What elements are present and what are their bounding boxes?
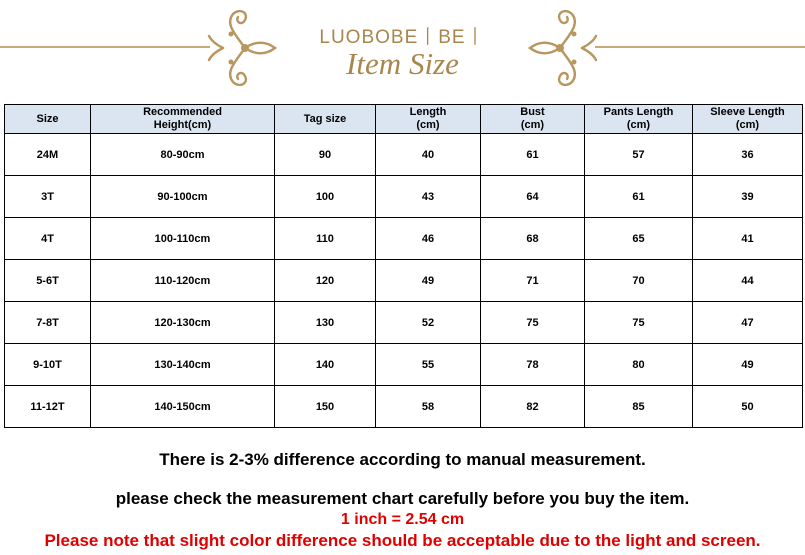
table-cell: 50 [693,386,803,428]
left-divider-line [0,46,210,48]
table-cell: 70 [585,260,693,302]
left-ornament-icon [205,4,285,92]
table-cell: 40 [376,134,481,176]
table-cell: 130 [275,302,376,344]
table-row [5,260,803,302]
table-row [5,218,803,260]
table-cell: 44 [693,260,803,302]
right-ornament-icon [520,4,600,92]
table-cell: 49 [376,260,481,302]
table-cell: 43 [376,176,481,218]
table-cell: 7-8T [5,302,91,344]
column-header-sleeve-length: Sleeve Length (cm) [693,105,803,134]
table-cell: 39 [693,176,803,218]
header [0,0,805,100]
table-cell: 47 [693,302,803,344]
column-header-recommended-height: Recommended Height(cm) [91,105,275,134]
table-cell: 61 [585,176,693,218]
color-difference-note: Please note that slight color difference should be acceptable due to the light and screen. [44,531,761,550]
table-row [5,344,803,386]
size-chart-table [4,104,803,428]
table-cell: 64 [481,176,585,218]
table-cell: 46 [376,218,481,260]
table-cell: 55 [376,344,481,386]
right-divider-line [595,46,805,48]
table-cell: 49 [693,344,803,386]
table-cell: 71 [481,260,585,302]
table-cell: 3T [5,176,91,218]
table-cell: 57 [585,134,693,176]
table-row [5,134,803,176]
table-cell: 58 [376,386,481,428]
table-row [5,386,803,428]
table-cell: 100 [275,176,376,218]
table-cell: 9-10T [5,344,91,386]
table-cell: 36 [693,134,803,176]
table-cell: 5-6T [5,260,91,302]
table-cell: 110 [275,218,376,260]
page-title: Item Size [346,46,459,81]
column-header-size: Size [5,105,91,134]
table-cell: 120-130cm [91,302,275,344]
table-cell: 68 [481,218,585,260]
table-cell: 110-120cm [91,260,275,302]
table-cell: 80 [585,344,693,386]
table-cell: 100-110cm [91,218,275,260]
check-chart-note: please check the measurement chart carefully before you buy the item. [115,489,690,508]
table-cell: 90-100cm [91,176,275,218]
table-cell: 75 [481,302,585,344]
table-cell: 90 [275,134,376,176]
table-cell: 140-150cm [91,386,275,428]
table-cell: 140 [275,344,376,386]
column-header-tag-size: Tag size [275,105,376,134]
column-header-pants-length: Pants Length (cm) [585,105,693,134]
table-row [5,176,803,218]
table-cell: 130-140cm [91,344,275,386]
table-cell: 65 [585,218,693,260]
inch-conversion-note: 1 inch = 2.54 cm [340,511,465,528]
table-cell: 75 [585,302,693,344]
table-cell: 11-12T [5,386,91,428]
table-cell: 80-90cm [91,134,275,176]
table-cell: 4T [5,218,91,260]
table-cell: 52 [376,302,481,344]
brand-name: LUOBOBE丨BE丨 [319,27,486,48]
column-header-length: Length (cm) [376,105,481,134]
table-row [5,302,803,344]
table-cell: 24M [5,134,91,176]
table-cell: 150 [275,386,376,428]
table-cell: 85 [585,386,693,428]
table-cell: 120 [275,260,376,302]
table-cell: 41 [693,218,803,260]
table-cell: 82 [481,386,585,428]
measurement-difference-note: There is 2-3% difference according to manual measurement. [159,450,646,469]
table-header-row [5,105,803,134]
table-cell: 61 [481,134,585,176]
table-cell: 78 [481,344,585,386]
column-header-bust: Bust (cm) [481,105,585,134]
